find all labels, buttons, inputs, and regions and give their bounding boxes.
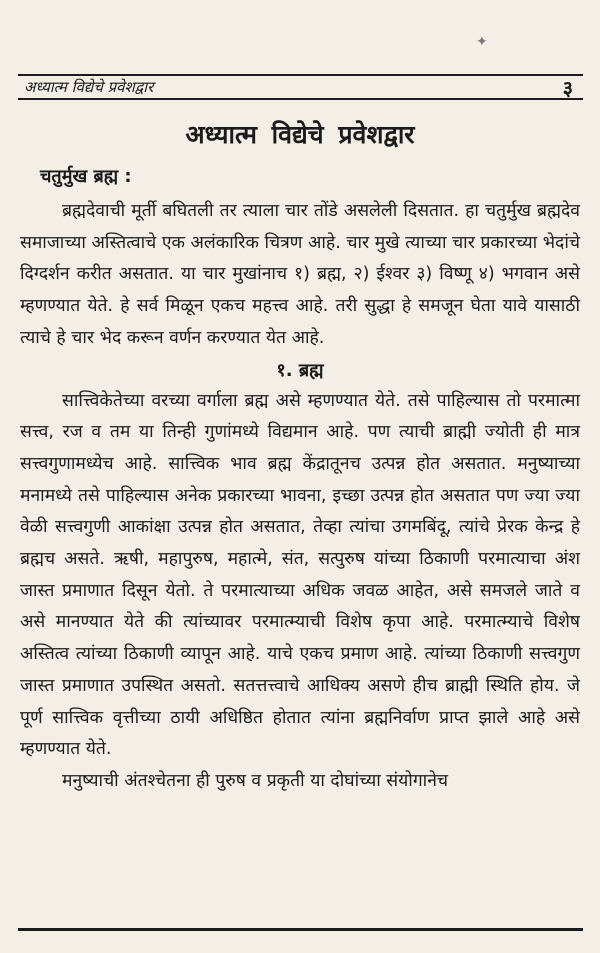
section-heading-brahma: १. ब्रह्म [276,359,324,381]
corner-mark-icon: ✦ [476,34,488,50]
page-number: ३ [562,75,573,100]
section-heading-chaturmukh: चतुर्मुख ब्रह्म : [40,166,132,187]
paragraph-brahma: सात्त्विकेतेच्या वरच्या वर्गाला ब्रह्म असे म्हणण्यात येते. तसे पाहिल्यास तो परमात्मा सत्त्व, रज व तम या तिन्ही गुणांमध्ये विद्यमान आहे. पण त्याची ब्राह्मी ज्योती ही मात्र सत्त्वगुणामध्येच आहे. सात्त्विक भाव ब्रह्म केंद्रातूनच उत्पन्न होत असतात. मनुष्याच्या मनामध्ये तसे पाहिल्यास अनेक प्रकारच्या भावना, इच्छा उत्पन्न होत असतात पण ज्या ज्या वेळी सत्त्वगुणी आकांक्षा उत्पन्न होत असतात, तेव्हा त्यांचा उगमबिंदू, त्यांचे प्रेरक केन्द्र हे ब्रह्मच असते. ऋषी, महापुरुष, महात्मे, संत, सत्पुरुष यांच्या ठिकाणी परमात्याचा अंश जास्त प्रमाणात दिसून येतो. ते परमात्याच्या अधिक जवळ आहेत, असे समजले जाते व असे मानण्यात येते की त्यांच्यावर परमात्म्याची विशेष कृपा आहे. परमात्म्याचे विशेष अस्तित्व त्यांच्या ठिकाणी व्यापून आहे. याचे एकच प्रमाण आहे. त्यांच्या ठिकाणी सत्त्वगुण जास्त प्रमाणात उपस्थित असतो. सतत्तत्त्वाचे आधिक्य असणे हीच ब्राह्मी स्थिति होय. जे पूर्ण सात्त्विक वृत्तीच्या ठायी अधिष्ठित होतात त्यांना ब्रह्मनिर्वाण प्राप्त झाले आहे असे म्हणण्यात येते. [20,390,580,760]
paragraph-chaturmukh: ब्रह्मदेवाची मूर्ती बघितली तर त्याला चार तोंडे असलेली दिसतात. हा चतुर्मुख ब्रह्मदेव समाजाच्या अस्तित्वाचे एक अलंकारिक चित्रण आहे. चार मुखे त्याच्या चार प्रकारच्या भेदांचे दिग्दर्शन करीत असतात. या चार मुखांनाच १) ब्रह्म, २) ईश्वर ३) विष्णू ४) भगवान असे म्हणण्यात येते. हे सर्व मिळून एकच महत्त्व आहे. तरी सुद्धा हे समजून घेता यावे यासाठी त्याचे हे चार भेद करून वर्णन करण्यात येत आहे. [20,201,580,348]
page-content [20,114,580,798]
running-title: अध्यात्म विद्येचे प्रवेशद्वार [24,78,154,96]
footer-rule [18,928,583,931]
paragraph-last-line: मनुष्याची अंतश्चेतना ही पुरुष व प्रकृती या दोघांच्या संयोगानेच [62,770,449,791]
running-header [18,74,583,100]
chapter-title: अध्यात्म विद्येचे प्रवेशद्वार [185,120,415,149]
